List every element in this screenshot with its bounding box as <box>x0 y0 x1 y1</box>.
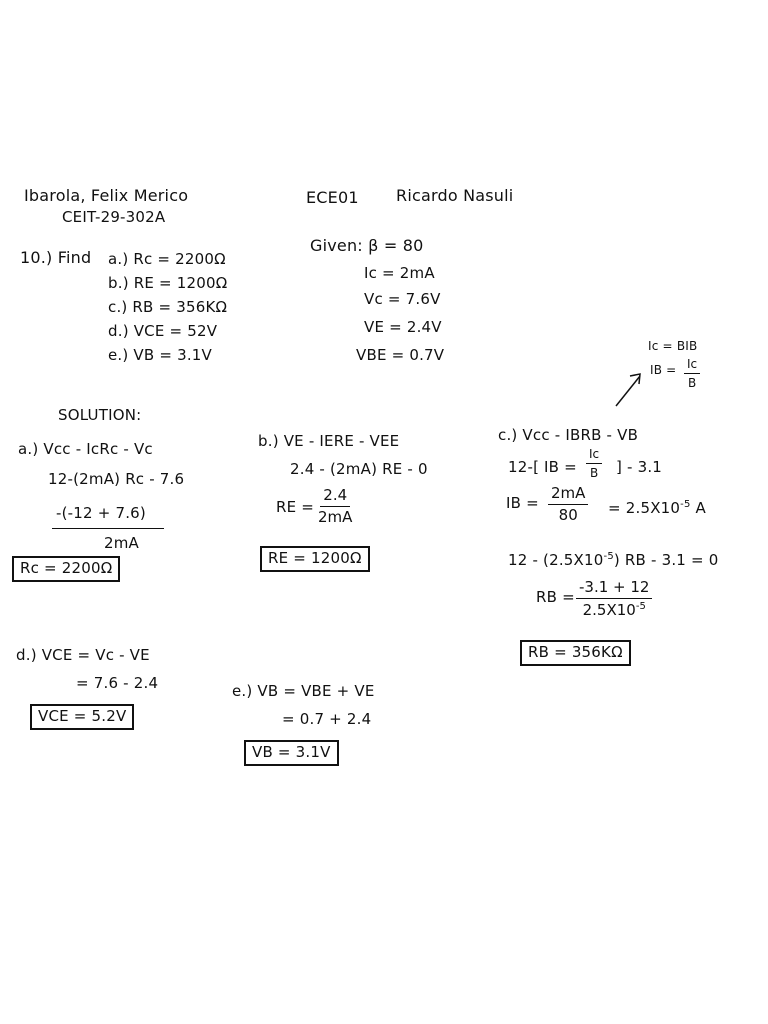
part-a-denominator: 2mA <box>104 534 140 552</box>
part-b-frac-num: 2.4 <box>320 488 350 507</box>
part-c-rb-den-exp: -5 <box>635 601 646 612</box>
given-vc: Vc = 7.6V <box>364 290 441 308</box>
side-note-ic: Ic = BIB <box>648 339 698 353</box>
part-c-ib-result-exp: -5 <box>680 499 691 510</box>
student-name: Ibarola, Felix Merico <box>24 186 189 205</box>
given-ic: Ic = 2mA <box>364 264 435 282</box>
find-item-d: d.) VCE = 52V <box>108 322 218 340</box>
part-c-line4-start: 12 - (2.5X10 <box>508 551 604 569</box>
part-c-line4-exp: -5 <box>603 551 614 562</box>
part-c-line2-prefix: 12-[ <box>508 458 540 476</box>
part-c-ib-result-value: = 2.5X10 <box>608 499 681 517</box>
part-c-rb-den-base: 2.5X10 <box>582 601 636 619</box>
part-c-answer: RB = 356KΩ <box>520 640 631 666</box>
part-c-line4-end: ) RB - 3.1 = 0 <box>613 551 719 569</box>
part-c-ib-frac-num: 2mA <box>548 486 588 505</box>
given-ve: VE = 2.4V <box>364 318 442 336</box>
part-c-line2-suffix: ] - 3.1 <box>616 458 663 476</box>
part-c-rb-label: RB = <box>536 588 575 606</box>
part-c-line1: c.) Vcc - IBRB - VB <box>498 426 639 444</box>
find-item-a: a.) Rc = 2200Ω <box>108 250 226 268</box>
part-c-rb-frac-num: -3.1 + 12 <box>576 580 652 599</box>
part-b-answer: RE = 1200Ω <box>260 546 370 572</box>
part-b-re-label: RE = <box>276 498 315 516</box>
part-c-ib-label: IB = <box>506 494 539 512</box>
problem-number: 10.) Find <box>20 248 92 267</box>
part-c-line2-var: IB = <box>544 458 577 476</box>
part-a-line2: 12-(2mA) Rc - 7.6 <box>48 470 185 488</box>
part-a-line1: a.) Vcc - IcRc - Vc <box>18 440 153 458</box>
part-c-ib-result <box>608 500 706 516</box>
solution-title: SOLUTION: <box>58 406 142 424</box>
part-c-line4 <box>508 552 718 568</box>
part-a-fraction-bar <box>52 528 164 529</box>
side-note-ib-label: IB = <box>650 363 677 377</box>
find-item-c: c.) RB = 356KΩ <box>108 298 228 316</box>
student-section: CEIT-29-302A <box>62 208 166 226</box>
part-a-numerator: -(-12 + 7.6) <box>56 504 146 522</box>
part-b-fraction <box>318 488 352 525</box>
part-c-rb-fraction <box>576 580 652 618</box>
find-item-e: e.) VB = 3.1V <box>108 346 212 364</box>
part-d-line2: = 7.6 - 2.4 <box>76 674 159 692</box>
part-c-ib-frac-den: 80 <box>558 506 578 524</box>
part-c-rb-frac-den <box>583 599 646 618</box>
side-note-frac-den: B <box>687 376 697 390</box>
course-code: ECE01 <box>306 188 359 207</box>
given-label: Given: β = 80 <box>310 236 424 255</box>
part-c-line2-fraction <box>586 448 602 479</box>
part-e-line1: e.) VB = VBE + VE <box>232 682 375 700</box>
part-b-frac-den: 2mA <box>318 508 353 526</box>
part-c-line2-frac-den: B <box>589 466 599 480</box>
given-vbe: VBE = 0.7V <box>356 346 445 364</box>
part-d-answer: VCE = 5.2V <box>30 704 134 730</box>
part-e-answer: VB = 3.1V <box>244 740 339 766</box>
part-e-line2: = 0.7 + 2.4 <box>282 710 372 728</box>
arrow-icon <box>612 370 652 410</box>
part-c-ib-result-unit: A <box>695 499 706 517</box>
find-item-b: b.) RE = 1200Ω <box>108 274 228 292</box>
part-a-answer: Rc = 2200Ω <box>12 556 120 582</box>
side-note-fraction <box>684 358 700 389</box>
part-b-line1: b.) VE - IERE - VEE <box>258 432 400 450</box>
side-note-frac-num: Ic <box>684 358 700 374</box>
part-c-ib-fraction <box>548 486 588 523</box>
part-d-line1: d.) VCE = Vc - VE <box>16 646 150 664</box>
part-c-line2-frac-num: Ic <box>586 448 602 464</box>
part-b-line2: 2.4 - (2mA) RE - 0 <box>290 460 428 478</box>
instructor-name: Ricardo Nasuli <box>396 186 514 205</box>
